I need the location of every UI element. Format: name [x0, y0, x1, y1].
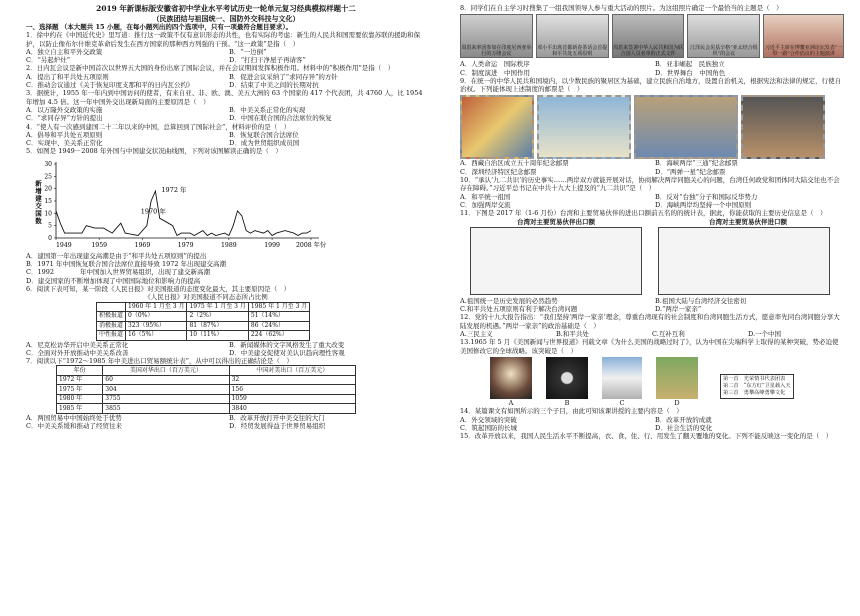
mushroom-cloud-image — [490, 357, 532, 399]
q9-options — [460, 159, 844, 176]
y-tick-label: 15 — [44, 197, 52, 205]
q6-table-caption: 《人民日报》对美国报道不同态态所占比例 — [144, 293, 268, 302]
q1-option-d[interactable]: D．“打扫干净屋子再请客” — [229, 56, 306, 65]
table-cell: 2（2%） — [187, 312, 248, 322]
q6-stem: 6．阅读下表可知，某一阶段《人民日报》对美国报道的态度变化最大，其主要原因是（ ） — [26, 284, 291, 293]
table-header-cell: 1960 年 1 月至 3 月 — [126, 302, 187, 312]
q4-option-d[interactable]: D．成为世贸组织成员国 — [229, 139, 300, 148]
y-tick-label: 5 — [48, 222, 52, 230]
x-tick-label: 1969 — [134, 241, 151, 249]
table-header-cell: 中国对美出口（百万美元） — [229, 366, 355, 376]
table-row — [97, 331, 310, 341]
table-cell: 156 — [229, 385, 355, 395]
q8-option-b[interactable]: B．亚非崛起 民族独立 — [655, 60, 725, 69]
table-cell: 323（95%） — [126, 321, 187, 331]
q13-choice-a[interactable] — [490, 357, 532, 407]
q13-label-b: B — [564, 398, 570, 407]
q4-option-b[interactable]: B．恢复联合国合法席位 — [229, 130, 299, 139]
q7-option-a[interactable]: A．两国贸易中中国始终处于优势 — [26, 413, 122, 422]
q12-stem: 12．党的十九大报告指出：“我们坚持‘两岸一家亲’理念，尊重台湾现有的社会制度和台湾同胞生活方式，愿意率先同台湾同胞分享大陆发展的机遇。”两岸一家亲”的政治基础是（ ） — [460, 313, 840, 330]
q10-option-b[interactable]: B．反对“台独”分子和国际反华势力 — [655, 192, 758, 201]
left-column — [26, 4, 426, 431]
table-cell: 1972 年 — [57, 375, 103, 385]
table-cell: 积极报道 — [97, 312, 126, 322]
q7-stem: 7．阅读以下“1972～1985 年中美进出口贸易额统计表”，从中可以得出的正确结论是（ ） — [26, 357, 293, 366]
q9-stem: 9．在统一的中华人民共和国境内，以少数民族的聚居区为基础，建立民族自治地方，设置自治机关，根据宪法和法律的规定，行使自治权。下列能体现上述制度的邮票是（ ） — [460, 76, 842, 94]
table-cell: 224（62%） — [248, 331, 309, 341]
y-tick-label: 0 — [48, 234, 52, 242]
lesson-subheadings-box — [720, 374, 794, 399]
table-cell: 1985 年 — [57, 404, 103, 414]
table-cell: 1980 年 — [57, 394, 103, 404]
q8-stem: 8．同学们在自主学习时搜集了一组我国领导人参与重大活动的照片。为这组照片确定一个最恰当的主题是（ ） — [460, 4, 783, 12]
q7-table — [56, 365, 356, 414]
q14-option-d[interactable]: D．社会生活的变化 — [655, 423, 713, 432]
q11-options — [460, 297, 844, 314]
table-cell: 86（24%） — [248, 321, 309, 331]
table-cell: 3855 — [103, 404, 229, 414]
q10-option-a[interactable]: A．和平统一祖国 — [460, 192, 511, 201]
q3-option-c[interactable]: C．“求同存异”方针的提出 — [26, 114, 103, 123]
photo-jiang — [687, 14, 760, 58]
q7-option-d[interactable]: D．经贸发展得益于世界贸易组织 — [229, 422, 326, 431]
table-cell: 1059 — [229, 394, 355, 404]
y-axis-label: 新增建交国数 — [34, 179, 42, 225]
import-table-image — [658, 227, 830, 295]
x-tick-label: 2008 年份 — [295, 241, 327, 249]
q6-option-d[interactable]: D．中美建交促使对美认识趋向理性客观 — [229, 348, 345, 357]
q11-option-b[interactable]: B.祖国大陆与台湾经济交往密切 — [655, 296, 747, 305]
export-table-title: 台湾对主要贸易伙伴出口额 — [517, 217, 595, 226]
q6-option-c[interactable]: C．全面对外开放推动中美关系改善 — [26, 348, 129, 357]
table-header-row — [97, 302, 310, 312]
q15-stem: 15．改革开放以来，我国人民生活水平不断提高，衣、食、住、行、用发生了翻天覆地的变化。下列不能反映这一变化的是（ ） — [460, 432, 833, 441]
photo-bandung — [460, 14, 533, 58]
photo-caption: 邓小平出席首都新春茶话会首提和平共处五项原则 — [537, 45, 608, 58]
q11-option-c[interactable]: C.和平共处五项原则有利于解决台湾问题 — [460, 305, 578, 314]
q6-options — [26, 341, 426, 358]
q14-option-a[interactable]: A．外交领域的突破 — [460, 415, 517, 424]
q13-choice-b[interactable] — [546, 357, 588, 407]
table-cell: 1975 年 — [57, 385, 103, 395]
annotation-1970: 1970 年 — [140, 207, 166, 216]
y-tick-label: 25 — [44, 173, 52, 181]
page-subtitle: （民族团结与祖国统一、国防外交科技与文化） — [152, 14, 300, 23]
table-cell: 51（14%） — [248, 312, 309, 322]
q5-option-c[interactable]: C．1992 年中国加入世界贸易组织，出现了建交新高潮 — [26, 268, 211, 277]
q2-options — [26, 73, 426, 90]
table-cell: 0（0%） — [126, 312, 187, 322]
q13-label-a: A — [508, 398, 514, 407]
q14-option-c[interactable]: C．筑起国防的长城 — [460, 423, 517, 432]
table-cell: 10（11%） — [187, 331, 248, 341]
export-table-image — [470, 227, 642, 295]
diplomacy-line-chart — [26, 158, 356, 250]
q12-option-b[interactable]: B.和平共处 — [556, 330, 589, 339]
stamp-image-c — [634, 95, 738, 159]
x-tick-label: 1959 — [91, 241, 108, 249]
q13-label-d: D — [674, 398, 680, 407]
x-tick-label: 1949 — [56, 241, 72, 249]
q11-option-d[interactable]: D.“两岸一家亲” — [655, 305, 702, 314]
q13-stem: 13.1965 年 5 月《美国新闻与世界报道》刊载文章《为什么美国的战略过时了》，认为中国在尖端科学上取得的某种突破，势必迫使美国修改它的全球战略。该突破是（ ） — [460, 338, 839, 355]
table-row — [97, 312, 310, 322]
q2-option-d[interactable]: D．结束了中美之间的长期对抗 — [229, 81, 319, 90]
table-row — [57, 375, 356, 385]
q8-photo-row — [460, 14, 844, 58]
q11-option-a[interactable]: A.祖国统一是历史发展的必然趋势 — [460, 296, 558, 305]
q2-stem: 2．日内瓦会议是新中国首次以世界五大国的身份出席了国际会议，并在会议期间发挥积极作用。材料中的“积极作用”是指（ ） — [26, 64, 395, 73]
photo-deng — [536, 14, 609, 58]
q1-options — [26, 48, 426, 65]
subheading-2: 第二首 “东方红”卫星载入天 — [723, 383, 791, 390]
y-tick-label: 10 — [44, 210, 52, 218]
q5-option-b[interactable]: B．1971 年中国恢复联合国合法席位直接导致 1972 年出现建交高潮 — [26, 260, 227, 269]
photo-zhou — [612, 14, 685, 58]
q4-option-c[interactable]: C．实现中、美关系正常化 — [26, 139, 103, 148]
q14-option-b[interactable]: B．改革开放的成就 — [655, 415, 712, 424]
q10-option-d[interactable]: D．海峡两岸均坚持一个中国原则 — [655, 200, 752, 209]
q12-option-d[interactable]: D.一个中国 — [748, 330, 782, 339]
q10-options — [460, 193, 844, 210]
q12-option-a[interactable]: A.三民主义 — [460, 330, 493, 339]
q5-stem: 5．如图是 1949－2008 年外国与中国建交状况曲线图，下列对该图解读正确的是（ ） — [26, 147, 282, 156]
q11-tables — [470, 227, 844, 295]
q13-choice-d[interactable] — [656, 357, 698, 407]
q9-option-c[interactable]: C．深圳经济特区纪念邮票 — [460, 167, 537, 176]
table-cell: 60 — [103, 375, 229, 385]
table-header-cell — [97, 302, 126, 312]
stamp-image-d — [741, 95, 825, 159]
table-header-cell: 1975 年 1 月至 3 月 — [187, 302, 248, 312]
q4-stem: 4．“使人有一次感到建国二十二年以来的中国，总算回到了国际社会”，材料评价的是（ ） — [26, 122, 291, 131]
q2-option-c[interactable]: C．推动会议通过《关于恢复印度支那和平的日内瓦公约》 — [26, 81, 194, 90]
q3-option-a[interactable]: A．以万隆外交政策的实施 — [26, 105, 103, 114]
subheading-1: 第一首 光荣情书代表团表 — [723, 376, 786, 383]
table-cell: 消极报道 — [97, 321, 126, 331]
q8-option-a[interactable]: A．人类命运 国际秩序 — [460, 60, 530, 69]
chart-svg — [26, 158, 356, 250]
q8-options — [460, 60, 844, 77]
q12-option-c[interactable]: C.互补互利 — [652, 330, 685, 339]
q7-options — [26, 414, 426, 431]
q3-option-b[interactable]: B．中美关系正常化的实现 — [229, 105, 306, 114]
q13-label-c: C — [619, 398, 625, 407]
q1-option-a[interactable]: A．独立自主和平外交政策 — [26, 47, 103, 56]
right-column — [460, 4, 844, 440]
table-cell: 3755 — [103, 394, 229, 404]
q4-option-a[interactable]: A．倡导和平共处五项原则 — [26, 130, 103, 139]
photo-xi — [763, 14, 844, 58]
x-tick-label: 1989 — [221, 241, 237, 249]
q5-option-d[interactable]: D．建交国家的不断增加体现了中国国际地位和影响力的提高 — [26, 276, 201, 285]
q6-option-a[interactable]: A．尼克松访华开启中美关系正常化 — [26, 340, 129, 349]
q1-option-b[interactable]: B．“一边倒” — [229, 47, 267, 56]
table-row — [57, 385, 356, 395]
table-cell: 304 — [103, 385, 229, 395]
page-title: 2019 年新课标版安徽省初中学业水平考试历史一轮单元复习经典模拟样题十二 — [96, 4, 356, 13]
photo-caption: 周恩来率团参加在印度尼西亚举行的万隆会议 — [461, 45, 532, 58]
table-row — [57, 404, 356, 414]
q3-options — [26, 106, 426, 123]
q11-stem: 11．下图是 2017 年（1-6 月份）台湾和主要贸易伙伴的进出口额前五名的的统计表，据此，你能获取的主要历史信息是（ ） — [460, 209, 827, 218]
photo-caption: 周恩来签署中华人民共和国为联合国人员名单的正式文件 — [613, 45, 684, 58]
annotation-1972: 1972 年 — [161, 185, 187, 194]
stamp-image-b — [537, 95, 631, 159]
x-tick-label: 1979 — [177, 241, 194, 249]
q9-stamp-row — [460, 95, 844, 157]
q1-option-c[interactable]: C．“另起炉灶” — [26, 56, 71, 65]
stamp-image-a — [460, 95, 534, 159]
photo-caption: 江泽民会见基辛格“亚太经合组织”的会议 — [690, 45, 758, 58]
q8-option-d[interactable]: D．世界舞台 中国角色 — [655, 68, 726, 77]
q14-options — [460, 416, 844, 433]
q2-option-b[interactable]: B．促进会议采纳了“求同存异”的方针 — [229, 72, 338, 81]
table-header-cell: 美国对华出口（百万美元） — [103, 366, 229, 376]
table-row — [57, 394, 356, 404]
q6-table — [96, 302, 310, 341]
subheading-3: 第三首 勇攀高峰勇攀文化 — [723, 390, 786, 397]
satellite-image — [546, 357, 588, 399]
table-cell: 中性报道 — [97, 331, 126, 341]
rocket-image — [602, 357, 642, 399]
q7-option-c[interactable]: C．中美关系缓和推动了经贸往来 — [26, 422, 122, 431]
rice-field-image — [656, 357, 698, 399]
y-tick-label: 30 — [44, 160, 52, 168]
q1-stem: 1．徐中约在《中国近代史》里写道：推行这一政策不仅有意识形态的共性，也有实际的考虑：新生的人民共和国需要依靠苏联的援助和保护，以防止像布尔什维克革命后发生在西方国家的那种西方列强的干预。“这一政策”是指（ ） — [26, 31, 421, 48]
q10-option-c[interactable]: C．加强两岸交流 — [460, 200, 511, 209]
q3-stem: 3．据统计，1955 年一年内到中国访问的使者，有来自亚、非、欧、澳、美五大洲的 63 个国家的 417 个代表团，共 4760 人，比 1954 年增加 4.5 倍。这一年中国外交出现新局面的主要原因是（ ） — [26, 89, 423, 106]
q3-option-d[interactable]: D．中国在联合国的合法席位的恢复 — [229, 114, 332, 123]
table-cell: 3840 — [229, 404, 355, 414]
q14-stem: 14．某篇课文有如图所示的三个子目，由此可知该课讲授的主要内容是（ ） — [460, 407, 683, 416]
x-tick-label: 1999 — [264, 241, 280, 249]
q6-option-b[interactable]: B．新闻媒体的文字风格发生了重大改变 — [229, 340, 345, 349]
photo-caption: 习近平主席在博鳌亚洲论坛发表“一带一路”合作倡议的主题演讲 — [764, 45, 843, 58]
import-table-title: 台湾对主要贸易伙伴进口额 — [709, 217, 787, 226]
table-header-cell: 年份 — [57, 366, 103, 376]
data-line — [56, 191, 311, 235]
q13-image-row — [490, 357, 844, 407]
q10-stem: 10．“承认‘九二共识’的历史事实……两岸双方就能开展对话，协商解决两岸同胞关心的问题，台湾任何政党和团体同大陆交往也不会存在障碍。”习近平总书记在中共十九大上提及的“九二共识”是（ ） — [460, 176, 840, 193]
q9-option-d[interactable]: D．“两弹一星”纪念邮票 — [655, 167, 726, 176]
q9-option-a[interactable]: A．西藏自治区成立五十周年纪念邮票 — [460, 159, 569, 168]
q5-option-a[interactable]: A．建国第一年出现建交高潮是由于“和平共处五项原则”的提出 — [26, 251, 207, 260]
table-header-row — [57, 366, 356, 376]
q4-options — [26, 131, 426, 148]
y-tick-label: 20 — [44, 185, 52, 193]
q7-option-b[interactable]: B．改革开放打开中美交往的大门 — [229, 413, 325, 422]
table-cell: 16（5%） — [126, 331, 187, 341]
q11-table-titles — [460, 218, 844, 226]
q9-option-b[interactable]: B．海峡两岸“三通”纪念邮票 — [655, 159, 738, 168]
table-row — [97, 321, 310, 331]
table-cell: 81（87%） — [187, 321, 248, 331]
section-title: 一、选择题 （本大题共 15 小题，在每小题列出的四个选项中，只有一项最符合题目要求）。 — [26, 23, 293, 31]
q13-choice-c[interactable] — [602, 357, 642, 407]
q8-option-c[interactable]: C．制度演进 中国作用 — [460, 68, 530, 77]
table-header-cell: 1985 年 1 月至 3 月 — [248, 302, 309, 312]
q2-option-a[interactable]: A．提出了和平共处五项原则 — [26, 72, 109, 81]
table-cell: 32 — [229, 375, 355, 385]
